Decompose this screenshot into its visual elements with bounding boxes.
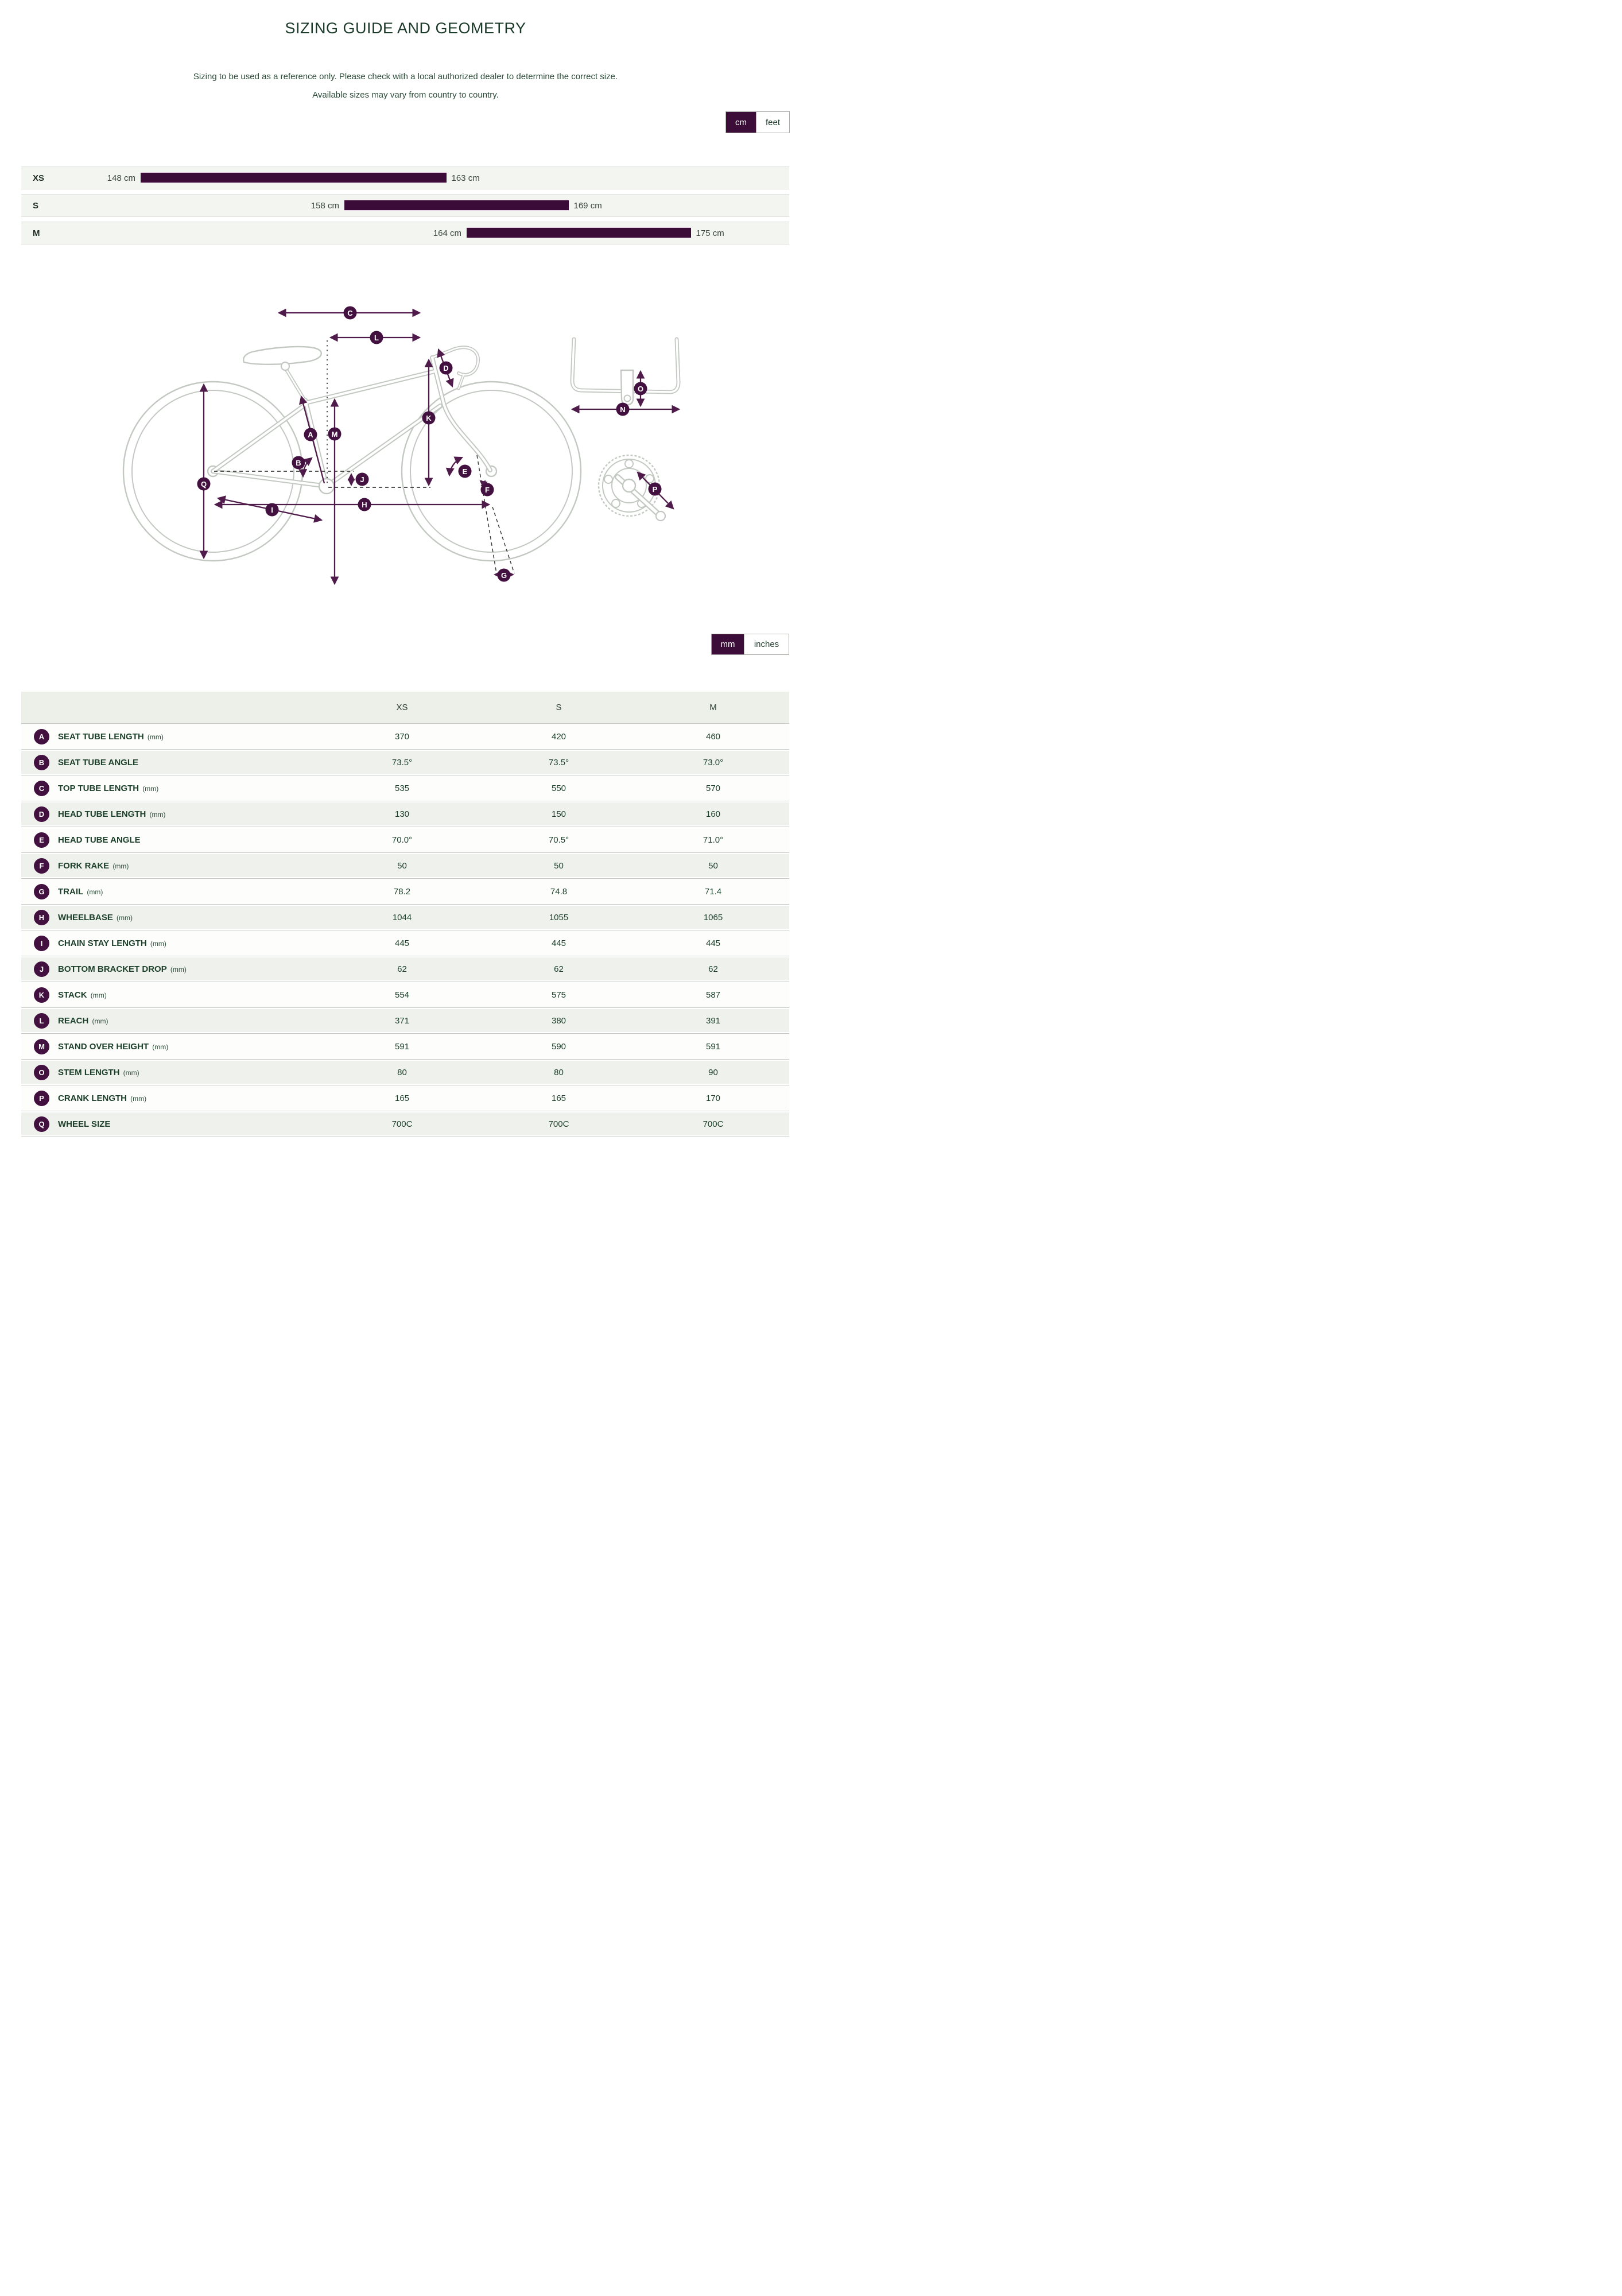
diagram-badge-letter: L	[374, 333, 379, 342]
cm-button[interactable]: cm	[726, 112, 756, 133]
cell-xs: 73.5°	[391, 757, 413, 767]
cell-m: 50	[708, 860, 718, 871]
row-label: CRANK LENGTH	[58, 1093, 127, 1103]
diagram-badge-letter: O	[637, 385, 644, 393]
max-height-label: 169 cm	[573, 200, 602, 211]
cell-s: 150	[551, 809, 566, 819]
size-chart	[21, 166, 789, 249]
cell-m: 1065	[703, 912, 723, 922]
seat-clamp	[281, 362, 289, 370]
row-unit: (mm)	[90, 991, 107, 999]
row-letter-badge: D	[34, 806, 49, 822]
diagram-badge-letter: H	[362, 501, 367, 509]
cell-s: 73.5°	[548, 757, 569, 767]
row-unit: (mm)	[112, 862, 129, 870]
cell-m: 570	[705, 783, 721, 793]
size-row	[21, 166, 789, 189]
cell-xs: 591	[394, 1041, 410, 1052]
page-title: SIZING GUIDE AND GEOMETRY	[285, 20, 526, 37]
table-row	[21, 827, 789, 852]
feet-button[interactable]: feet	[756, 112, 789, 133]
size-label: M	[33, 228, 40, 238]
row-label: TRAIL	[58, 886, 84, 897]
cell-s: 70.5°	[548, 835, 569, 845]
row-unit: (mm)	[147, 732, 164, 741]
diagram-badge-letter: E	[462, 467, 468, 476]
row-unit: (mm)	[150, 939, 166, 948]
row-letter-badge: E	[34, 832, 49, 848]
cell-s: 700C	[548, 1119, 569, 1129]
table-row	[21, 801, 789, 827]
handlebar-top-view	[572, 339, 679, 409]
row-label: STEM LENGTH	[58, 1067, 120, 1077]
table-row	[21, 723, 789, 749]
cell-s: 50	[554, 860, 564, 871]
row-label: SEAT TUBE ANGLE	[58, 757, 139, 767]
cell-xs: 371	[394, 1015, 410, 1026]
row-letter-badge: A	[34, 729, 49, 744]
row-unit: (mm)	[152, 1042, 169, 1051]
cell-xs: 370	[394, 731, 410, 742]
table-row	[21, 956, 789, 982]
row-letter-badge: M	[34, 1039, 49, 1054]
diagram-badge-letter: J	[360, 475, 364, 484]
sizing-guide-page	[0, 0, 811, 1148]
subtitle-line-2: Available sizes may vary from country to country.	[312, 90, 499, 100]
cell-xs: 80	[397, 1067, 407, 1077]
table-body	[21, 723, 789, 1137]
cell-m: 160	[705, 809, 721, 819]
diagram-badge-letter: B	[296, 459, 301, 467]
row-unit: (mm)	[170, 965, 187, 974]
row-unit: (mm)	[92, 1017, 108, 1025]
diagram-badge-letter: F	[485, 486, 490, 494]
cell-s: 590	[551, 1041, 566, 1052]
table-row	[21, 1111, 789, 1137]
row-letter-badge: O	[34, 1065, 49, 1080]
row-letter-badge: Q	[34, 1116, 49, 1132]
cell-m: 62	[708, 964, 718, 974]
cell-m: 591	[705, 1041, 721, 1052]
row-label: WHEEL SIZE	[58, 1119, 111, 1129]
geometry-unit-toggle	[711, 634, 789, 655]
diagram-badge-letter: D	[443, 364, 449, 373]
size-label: S	[33, 200, 39, 211]
cell-m: 700C	[703, 1119, 724, 1129]
min-height-label: 164 cm	[433, 228, 461, 238]
cell-s: 380	[551, 1015, 566, 1026]
max-height-label: 175 cm	[696, 228, 724, 238]
row-unit: (mm)	[142, 784, 159, 793]
diagram-badge-letter: G	[500, 571, 507, 580]
min-height-label: 158 cm	[311, 200, 339, 211]
size-row	[21, 222, 789, 245]
cell-s: 80	[554, 1067, 564, 1077]
row-unit: (mm)	[123, 1068, 139, 1077]
height-unit-toggle	[725, 111, 790, 133]
table-row	[21, 904, 789, 930]
row-letter-badge: L	[34, 1013, 49, 1029]
height-range-bar	[344, 200, 569, 210]
diagram-badge-letter: A	[308, 430, 313, 439]
diagram-badge-letter: C	[347, 309, 353, 317]
bottom-bracket	[319, 479, 334, 494]
diagram-badge-letter: Q	[200, 480, 207, 488]
diagram-badge-letter: P	[652, 485, 658, 494]
cell-m: 460	[705, 731, 721, 742]
max-height-label: 163 cm	[451, 173, 480, 183]
cell-m: 90	[708, 1067, 718, 1077]
cell-xs: 1044	[392, 912, 412, 922]
inches-button[interactable]: inches	[744, 634, 789, 654]
cell-s: 550	[551, 783, 566, 793]
cell-s: 1055	[549, 912, 569, 922]
cell-s: 62	[554, 964, 564, 974]
row-unit: (mm)	[87, 887, 103, 896]
cell-xs: 130	[394, 809, 410, 819]
cell-s: 575	[551, 990, 566, 1000]
cell-xs: 62	[397, 964, 407, 974]
cell-s: 445	[551, 938, 566, 948]
row-label: WHEELBASE	[58, 912, 113, 922]
cell-m: 73.0°	[703, 757, 724, 767]
table-row	[21, 775, 789, 801]
row-label: STACK	[58, 990, 87, 1000]
cell-m: 71.0°	[703, 835, 724, 845]
column-header-xs: XS	[396, 703, 408, 712]
cell-xs: 50	[397, 860, 407, 871]
row-letter-badge: B	[34, 755, 49, 770]
crankset	[599, 455, 673, 521]
row-label: CHAIN STAY LENGTH	[58, 938, 147, 948]
cell-xs: 554	[394, 990, 410, 1000]
row-label: HEAD TUBE LENGTH	[58, 809, 146, 819]
diagram-badge-letter: K	[426, 414, 432, 422]
cell-xs: 70.0°	[391, 835, 413, 845]
row-letter-badge: K	[34, 987, 49, 1003]
size-label: XS	[33, 173, 45, 183]
min-height-label: 148 cm	[107, 173, 135, 183]
cell-s: 420	[551, 731, 566, 742]
bike-geometry-diagram	[121, 284, 740, 611]
subtitle-line-1: Sizing to be used as a reference only. Please check with a local authorized dealer to determine the correct size.	[193, 72, 618, 82]
cell-s: 74.8	[550, 886, 568, 897]
mm-button[interactable]: mm	[712, 634, 744, 654]
column-header-s: S	[556, 703, 562, 712]
diagram-badge-letter: I	[271, 506, 273, 514]
table-header	[21, 692, 789, 723]
cell-xs: 535	[394, 783, 410, 793]
table-row	[21, 930, 789, 956]
table-row	[21, 1059, 789, 1085]
row-label: REACH	[58, 1015, 89, 1026]
row-letter-badge: F	[34, 858, 49, 874]
table-row	[21, 852, 789, 878]
row-label: HEAD TUBE ANGLE	[58, 835, 141, 845]
row-letter-badge: I	[34, 936, 49, 951]
height-range-bar	[467, 228, 691, 238]
table-row	[21, 749, 789, 775]
row-label: FORK RAKE	[58, 860, 110, 871]
row-letter-badge: P	[34, 1091, 49, 1106]
size-row	[21, 194, 789, 217]
table-row	[21, 1085, 789, 1111]
table-row	[21, 878, 789, 904]
cell-m: 71.4	[704, 886, 722, 897]
row-letter-badge: C	[34, 781, 49, 796]
row-label: BOTTOM BRACKET DROP	[58, 964, 167, 974]
cell-xs: 165	[394, 1093, 410, 1103]
page-subtitle	[0, 68, 811, 104]
row-label: STAND OVER HEIGHT	[58, 1041, 149, 1052]
row-letter-badge: H	[34, 910, 49, 925]
geometry-table	[21, 692, 789, 1137]
cell-xs: 445	[394, 938, 410, 948]
cell-xs: 78.2	[393, 886, 411, 897]
diagram-badge-letter: N	[620, 405, 626, 414]
row-unit: (mm)	[149, 810, 166, 819]
table-row	[21, 1007, 789, 1033]
row-label: TOP TUBE LENGTH	[58, 783, 139, 793]
cell-s: 165	[551, 1093, 566, 1103]
height-range-bar	[141, 173, 447, 183]
row-letter-badge: G	[34, 884, 49, 899]
row-unit: (mm)	[130, 1094, 147, 1103]
row-letter-badge: J	[34, 961, 49, 977]
column-header-m: M	[709, 703, 717, 712]
table-row	[21, 982, 789, 1007]
row-label: SEAT TUBE LENGTH	[58, 731, 144, 742]
cell-m: 391	[705, 1015, 721, 1026]
saddle	[243, 347, 321, 364]
cell-m: 587	[705, 990, 721, 1000]
row-unit: (mm)	[117, 913, 133, 922]
cell-xs: 700C	[391, 1119, 413, 1129]
table-row	[21, 1033, 789, 1059]
diagram-badge-letter: M	[331, 430, 338, 439]
cell-m: 170	[705, 1093, 721, 1103]
cell-m: 445	[705, 938, 721, 948]
